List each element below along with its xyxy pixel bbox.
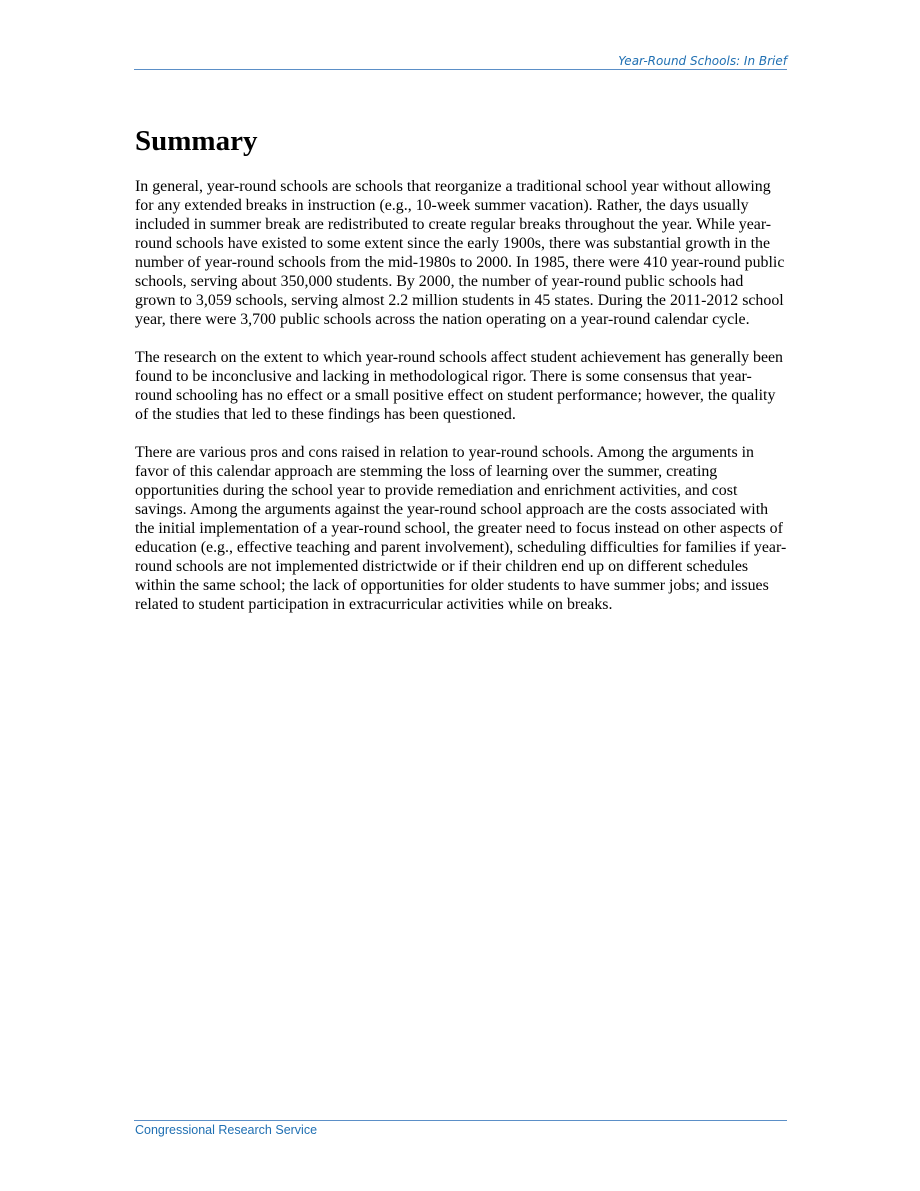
footer-divider — [134, 1120, 787, 1121]
summary-body — [135, 177, 787, 633]
header-divider — [134, 69, 787, 70]
footer-organization: Congressional Research Service — [135, 1123, 318, 1137]
section-title: Summary — [135, 125, 258, 157]
summary-paragraph: In general, year-round schools are schools that reorganize a traditional school year without allowing for any extended breaks in instruction (e.g., 10-week summer vacation). Rather, the days usually included in summer break are redistributed to create regular breaks throughout the year. While year-round schools have existed to some extent since the early 1900s, there was substantial growth in the number of year-round schools from the mid-1980s to 2000. In 1985, there were 410 year-round public schools, serving about 350,000 students. By 2000, the number of year-round public schools had grown to 3,059 schools, serving almost 2.2 million students in 45 states. During the 2011-2012 school year, there were 3,700 public schools across the nation operating on a year-round calendar cycle. — [135, 178, 785, 328]
summary-paragraph: The research on the extent to which year-round schools affect student achievement has generally been found to be inconclusive and lacking in methodological rigor. There is some consensus that year-round schooling has no effect or a small positive effect on student performance; however, the quality of the studies that led to these findings has been questioned. — [135, 349, 783, 423]
summary-paragraph: There are various pros and cons raised in relation to year-round schools. Among the arguments in favor of this calendar approach are stemming the loss of learning over the summer, creating opportunities during the school year to provide remediation and enrichment activities, and cost savings. Among the arguments against the year-round school approach are the costs associated with the initial implementation of a year-round school, the greater need to focus instead on other aspects of education (e.g., effective teaching and parent involvement), scheduling difficulties for families if year-round schools are not implemented districtwide or if their children end up on different schedules within the same school; the lack of opportunities for older students to have summer jobs; and issues related to student participation in extracurricular activities while on breaks. — [135, 444, 787, 613]
running-header: Year-Round Schools: In Brief — [618, 54, 787, 68]
